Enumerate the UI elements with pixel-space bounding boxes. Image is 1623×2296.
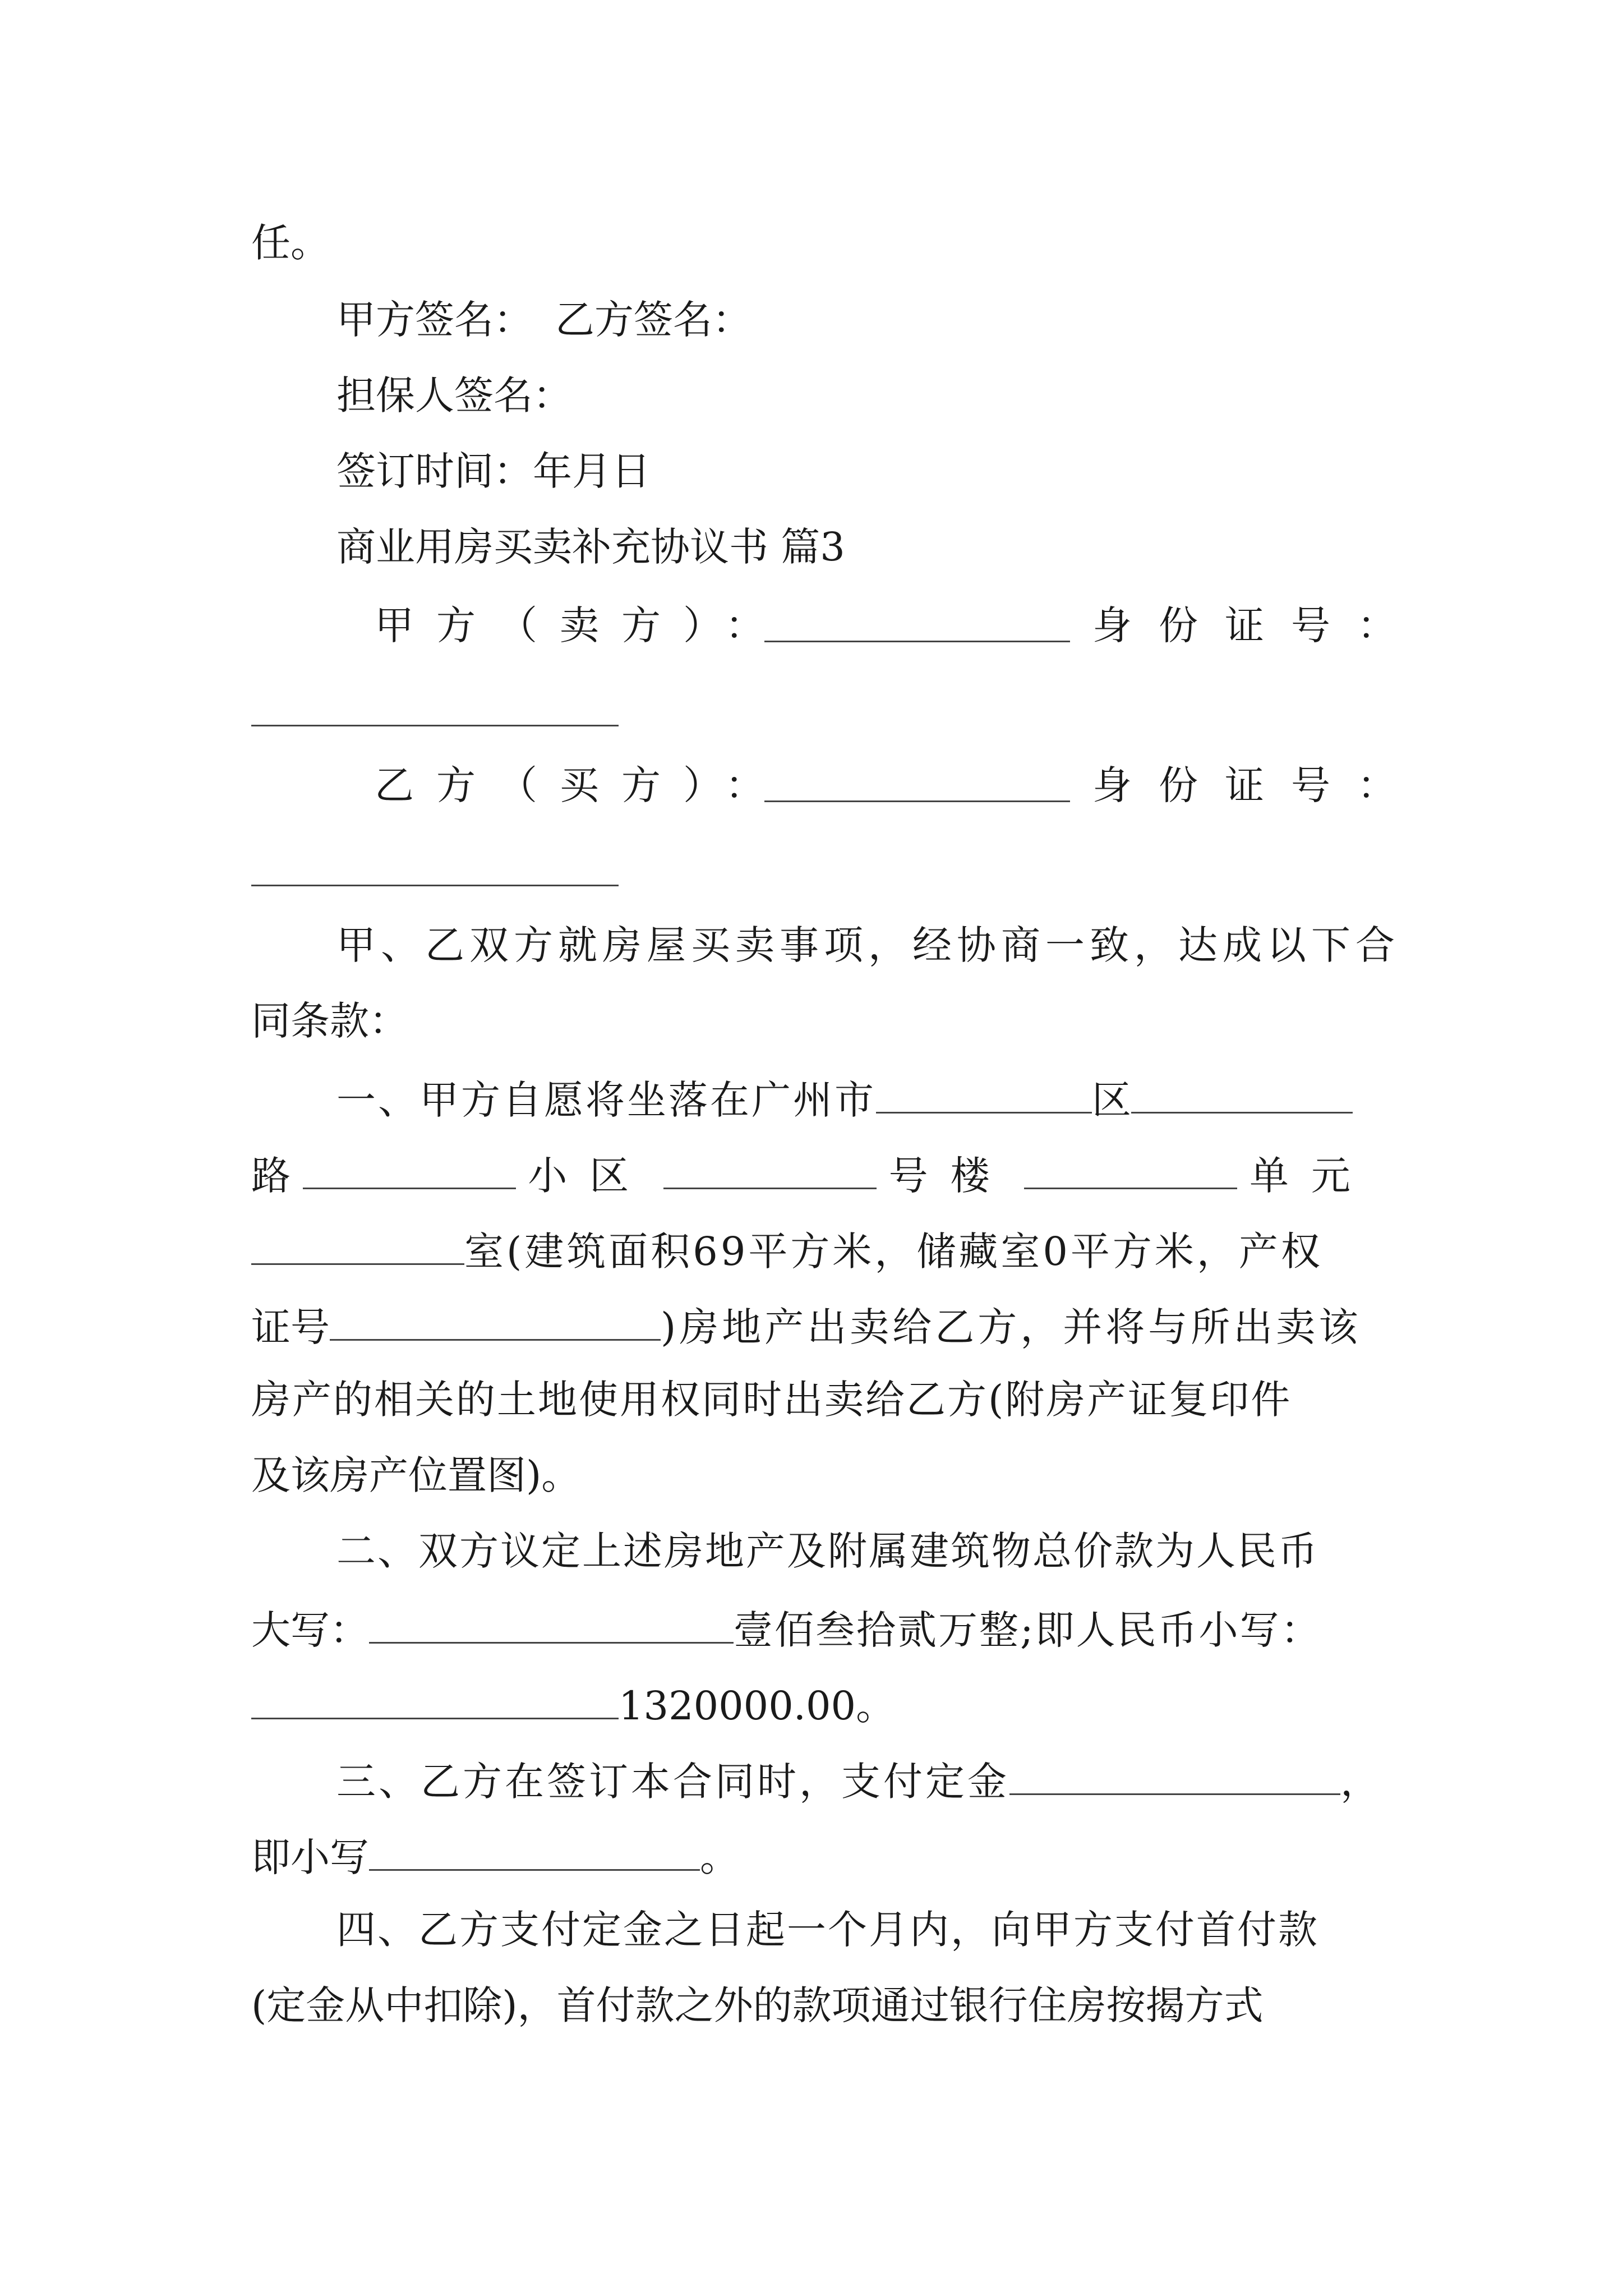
clause-3-line-2: 即小写 。 xyxy=(251,1829,1373,1879)
party-a-label: 甲方（卖方）： xyxy=(375,602,787,648)
clause-1-line-1: 一、甲方自愿将坐落在广州市 区 xyxy=(336,1071,1373,1122)
clause-1-line-5: 房产的相关的土地使用权同时出卖给乙方(附房产证复印件 xyxy=(251,1377,1292,1423)
clause-4-line-1: 四、乙方支付定金之日起一个月内，向甲方支付首付款 xyxy=(336,1907,1319,1953)
guarantor-signature-label: 担保人签名： xyxy=(336,372,572,418)
deposit-blank xyxy=(1009,1753,1340,1795)
clause-1-line-2: 路 小区 号楼 单元 xyxy=(251,1147,1373,1198)
room-blank xyxy=(251,1223,464,1265)
party-a-id-label: 身份证号： xyxy=(1092,602,1423,648)
road-name-blank xyxy=(303,1147,516,1189)
intro-line-1: 甲、乙双方就房屋买卖事项，经协商一致，达成以下合 xyxy=(336,922,1400,968)
party-a-signature-label: 甲方签名： xyxy=(336,297,533,343)
clause-2-line-3: 1320000.00。 xyxy=(251,1677,1373,1728)
intro-line-2: 同条款： xyxy=(251,998,408,1044)
clause-2-line-1: 二、双方议定上述房地产及附属建筑物总价款为人民币 xyxy=(336,1528,1319,1574)
road-blank xyxy=(1131,1071,1353,1114)
clause-1-line-6: 及该房产位置图)。 xyxy=(251,1452,581,1498)
signing-date-label: 签订时间：年月日 xyxy=(336,448,651,494)
party-b-label: 乙方（买方）： xyxy=(375,762,787,808)
amount-lowercase-blank xyxy=(251,1677,619,1719)
party-b-name-blank xyxy=(764,760,1070,802)
party-b-line xyxy=(251,760,1423,811)
community-blank xyxy=(663,1147,877,1189)
clause-1-line-3: 室(建筑面积69平方米，储藏室0平方米，产权 xyxy=(251,1223,1373,1273)
clause-1-line-4: 证号 )房地产出卖给乙方，并将与所出卖该 xyxy=(251,1299,1373,1349)
party-b-id-label: 身份证号： xyxy=(1092,762,1423,808)
party-b-id-blank xyxy=(251,844,619,886)
deposit-lowercase-blank xyxy=(369,1829,700,1871)
party-a-name-blank xyxy=(764,600,1070,642)
text-line: 任。 xyxy=(251,220,330,266)
clause-3-line-1: 三、乙方在签订本合同时，支付定金 ， xyxy=(336,1753,1373,1803)
clause-2-line-2: 大写： 壹佰叁拾贰万整;即人民币小写： xyxy=(251,1602,1373,1652)
party-a-id-blank xyxy=(251,684,619,726)
section-title: 商业用房买卖补充协议书 篇3 xyxy=(336,524,845,570)
clause-4-line-2: (定金从中扣除)，首付款之外的款项通过银行住房按揭方式 xyxy=(251,1982,1264,2028)
building-blank xyxy=(1024,1147,1237,1189)
signature-line xyxy=(336,295,1458,345)
party-b-signature-label: 乙方签名： xyxy=(555,297,751,343)
district-blank xyxy=(876,1071,1092,1114)
amount-uppercase-blank xyxy=(369,1602,734,1644)
party-a-line xyxy=(251,600,1423,651)
title-certificate-blank xyxy=(330,1299,661,1341)
